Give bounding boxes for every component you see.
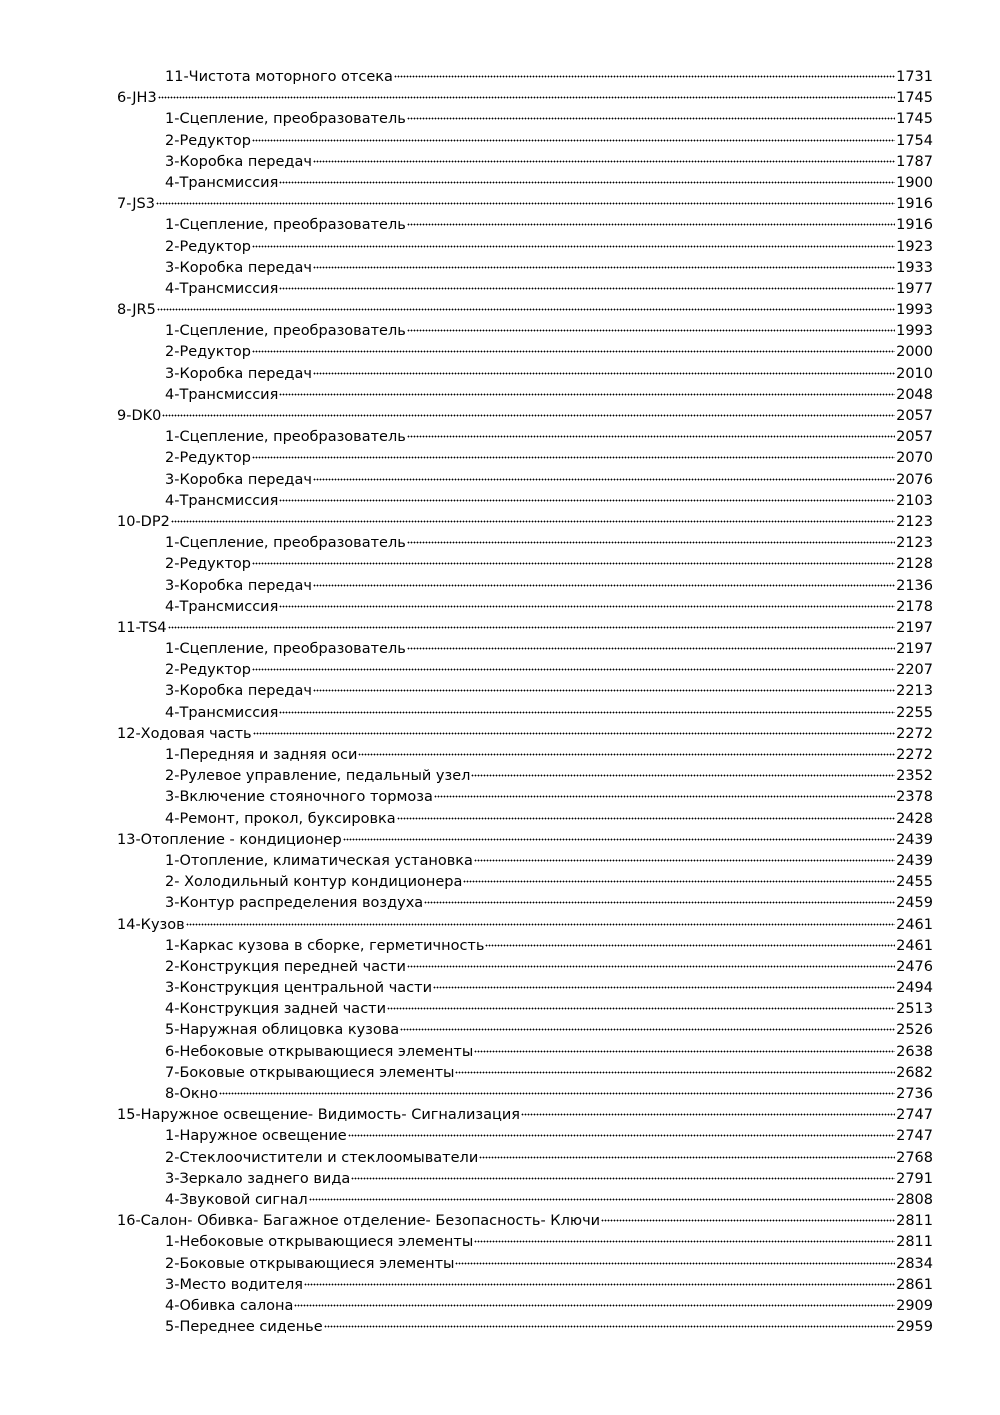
toc-page-number: 1900 [896, 174, 933, 191]
toc-page-number: 2439 [896, 831, 933, 848]
toc-subsection-row [117, 893, 933, 914]
dot-leader [324, 1318, 895, 1328]
toc-section-row [117, 512, 933, 533]
dot-leader [397, 810, 895, 820]
toc-section-row [117, 618, 933, 639]
toc-section-row [117, 1211, 933, 1232]
toc-entry-title: 2-Редуктор [165, 450, 252, 467]
toc-entry-title: 2-Конструкция передней части [165, 958, 406, 975]
toc-subsection-row [117, 1254, 933, 1275]
toc-page-number: 2197 [896, 619, 933, 636]
toc-subsection-row [117, 660, 933, 681]
toc-page-number: 2455 [896, 874, 933, 891]
toc-subsection-row [117, 936, 933, 957]
toc-entry-title: 4-Трансмиссия [165, 280, 279, 297]
dot-leader [252, 661, 895, 671]
table-of-contents [117, 67, 933, 1338]
toc-entry-title: 3-Включение стояночного тормоза [165, 789, 433, 806]
dot-leader [313, 365, 895, 375]
toc-entry-title: 5-Наружная облицовка кузова [165, 1022, 400, 1039]
toc-subsection-row [117, 1020, 933, 1041]
toc-entry-title: 4-Обивка салона [165, 1297, 294, 1314]
toc-page-number: 1754 [896, 132, 933, 149]
dot-leader [455, 1255, 895, 1265]
toc-page-number: 2428 [896, 810, 933, 827]
toc-page-number: 2461 [896, 916, 933, 933]
toc-page-number: 2272 [896, 725, 933, 742]
toc-page-number: 1993 [896, 302, 933, 319]
dot-leader [313, 471, 895, 481]
toc-page-number: 2459 [896, 895, 933, 912]
toc-entry-title: 15-Наружное освещение- Видимость- Сигнализация [117, 1107, 521, 1124]
toc-page-number: 2213 [896, 683, 933, 700]
toc-subsection-row [117, 576, 933, 597]
dot-leader [313, 259, 895, 269]
dot-leader [407, 322, 895, 332]
toc-page-number: 2638 [896, 1043, 933, 1060]
dot-leader [252, 555, 895, 565]
toc-page-number: 2768 [896, 1149, 933, 1166]
dot-leader [313, 153, 895, 163]
toc-page-number: 2070 [896, 450, 933, 467]
toc-subsection-row [117, 258, 933, 279]
toc-subsection-row [117, 639, 933, 660]
toc-page-number: 1993 [896, 323, 933, 340]
toc-page-number: 1731 [896, 69, 933, 85]
toc-subsection-row [117, 173, 933, 194]
dot-leader [219, 1085, 895, 1095]
dot-leader [471, 767, 895, 777]
dot-leader [186, 916, 895, 926]
toc-page-number: 1933 [896, 259, 933, 276]
toc-section-row [117, 300, 933, 321]
toc-subsection-row [117, 872, 933, 893]
toc-subsection-row [117, 1084, 933, 1105]
toc-entry-title: 1-Сцепление, преобразователь [165, 111, 406, 128]
dot-leader [279, 492, 895, 502]
toc-entry-title: 1-Отопление, климатическая установка [165, 852, 473, 869]
toc-entry-title: 4-Трансмиссия [165, 598, 279, 615]
toc-entry-title: 16-Салон- Обивка- Багажное отделение- Безопасность- Ключи [117, 1213, 601, 1230]
toc-subsection-row [117, 427, 933, 448]
toc-entry-title: 1-Сцепление, преобразователь [165, 323, 406, 340]
toc-subsection-row [117, 67, 933, 88]
toc-section-row [117, 830, 933, 851]
dot-leader [433, 979, 895, 989]
dot-leader [158, 89, 895, 99]
toc-subsection-row [117, 385, 933, 406]
toc-entry-title: 6-JH3 [117, 90, 157, 107]
dot-leader [304, 1276, 895, 1286]
toc-page-number: 2076 [896, 471, 933, 488]
toc-entry-title: 7-JS3 [117, 196, 155, 213]
toc-entry-title: 2-Редуктор [165, 662, 252, 679]
dot-leader [601, 1212, 895, 1222]
toc-entry-title: 3-Коробка передач [165, 471, 312, 488]
toc-subsection-row [117, 703, 933, 724]
toc-page-number: 1745 [896, 90, 933, 107]
toc-entry-title: 1-Сцепление, преобразователь [165, 217, 406, 234]
toc-page-number: 2747 [896, 1128, 933, 1145]
toc-page-number: 2123 [896, 513, 933, 530]
toc-subsection-row [117, 1063, 933, 1084]
toc-section-row [117, 194, 933, 215]
toc-subsection-row [117, 787, 933, 808]
toc-page-number: 2378 [896, 789, 933, 806]
toc-entry-title: 13-Отопление - кондиционер [117, 831, 342, 848]
toc-subsection-row [117, 745, 933, 766]
toc-subsection-row [117, 491, 933, 512]
dot-leader [252, 132, 895, 142]
toc-entry-title: 4-Трансмиссия [165, 704, 279, 721]
toc-page-number: 2808 [896, 1191, 933, 1208]
dot-leader [279, 386, 895, 396]
toc-entry-title: 4-Трансмиссия [165, 492, 279, 509]
toc-page-number: 1923 [896, 238, 933, 255]
toc-section-row [117, 88, 933, 109]
toc-page-number: 2861 [896, 1276, 933, 1293]
toc-section-row [117, 1105, 933, 1126]
toc-entry-title: 1-Наружное освещение [165, 1128, 347, 1145]
dot-leader [252, 449, 895, 459]
dot-leader [474, 1233, 895, 1243]
dot-leader [252, 238, 895, 248]
dot-leader [279, 280, 895, 290]
toc-entry-title: 3-Коробка передач [165, 153, 312, 170]
dot-leader [171, 513, 895, 523]
dot-leader [474, 1043, 895, 1053]
toc-subsection-row [117, 1296, 933, 1317]
toc-page-number: 2103 [896, 492, 933, 509]
toc-section-row [117, 915, 933, 936]
toc-page-number: 2811 [896, 1213, 933, 1230]
toc-entry-title: 3-Коробка передач [165, 577, 312, 594]
dot-leader [474, 852, 895, 862]
toc-entry-title: 3-Конструкция центральной части [165, 980, 432, 997]
dot-leader [434, 788, 895, 798]
toc-subsection-row [117, 131, 933, 152]
toc-entry-title: 1-Сцепление, преобразователь [165, 535, 406, 552]
toc-entry-title: 9-DK0 [117, 408, 162, 424]
dot-leader [253, 725, 896, 735]
dot-leader [463, 873, 895, 883]
toc-entry-title: 3-Контур распределения воздуха [165, 895, 424, 912]
toc-page-number: 2811 [896, 1234, 933, 1251]
toc-subsection-row [117, 1148, 933, 1169]
dot-leader [521, 1106, 895, 1116]
toc-entry-title: 1-Сцепление, преобразователь [165, 429, 406, 446]
dot-leader [309, 1191, 895, 1201]
toc-page-number: 2123 [896, 535, 933, 552]
toc-page-number: 2136 [896, 577, 933, 594]
toc-page-number: 2057 [896, 429, 933, 446]
toc-subsection-row [117, 448, 933, 469]
toc-subsection-row [117, 1275, 933, 1296]
dot-leader [358, 746, 895, 756]
toc-section-row [117, 406, 933, 427]
toc-page-number: 2747 [896, 1107, 933, 1124]
toc-subsection-row [117, 851, 933, 872]
toc-subsection-row [117, 364, 933, 385]
toc-entry-title: 2-Редуктор [165, 344, 252, 361]
toc-subsection-row [117, 999, 933, 1020]
toc-entry-title: 8-Окно [165, 1086, 218, 1102]
toc-subsection-row [117, 470, 933, 491]
toc-page-number: 2834 [896, 1255, 933, 1272]
toc-entry-title: 4-Трансмиссия [165, 386, 279, 403]
toc-page-number: 2178 [896, 598, 933, 615]
toc-entry-title: 3-Коробка передач [165, 259, 312, 276]
dot-leader [407, 958, 895, 968]
toc-entry-title: 2-Редуктор [165, 132, 252, 149]
dot-leader [407, 216, 895, 226]
dot-leader [351, 1170, 895, 1180]
toc-subsection-row [117, 342, 933, 363]
toc-entry-title: 1-Сцепление, преобразователь [165, 641, 406, 658]
toc-subsection-row [117, 957, 933, 978]
toc-entry-title: 2-Редуктор [165, 556, 252, 573]
toc-page-number: 2057 [896, 408, 933, 424]
toc-entry-title: 7-Боковые открывающиеся элементы [165, 1064, 455, 1081]
toc-entry-title: 3-Зеркало заднего вида [165, 1170, 351, 1187]
toc-page-number: 2682 [896, 1064, 933, 1081]
dot-leader [407, 640, 895, 650]
toc-page-number: 2207 [896, 662, 933, 679]
dot-leader [313, 682, 895, 692]
toc-section-row [117, 724, 933, 745]
dot-leader [407, 110, 895, 120]
toc-entry-title: 8-JR5 [117, 302, 156, 319]
toc-entry-title: 3-Коробка передач [165, 365, 312, 382]
toc-page-number: 1745 [896, 111, 933, 128]
toc-subsection-row [117, 554, 933, 575]
toc-entry-title: 1-Каркас кузова в сборке, герметичность [165, 937, 485, 954]
dot-leader [479, 1149, 895, 1159]
toc-subsection-row [117, 1042, 933, 1063]
toc-page-number: 2909 [896, 1297, 933, 1314]
dot-leader [348, 1127, 895, 1137]
toc-page-number: 2476 [896, 958, 933, 975]
dot-leader [156, 195, 895, 205]
toc-entry-title: 2-Стеклоочистители и стеклоомыватели [165, 1149, 479, 1166]
dot-leader [400, 1021, 895, 1031]
toc-subsection-row [117, 978, 933, 999]
toc-entry-title: 6-Небоковые открывающиеся элементы [165, 1043, 474, 1060]
toc-page-number: 1977 [896, 280, 933, 297]
toc-entry-title: 3-Коробка передач [165, 683, 312, 700]
toc-entry-title: 5-Переднее сиденье [165, 1319, 323, 1336]
dot-leader [279, 174, 895, 184]
toc-subsection-row [117, 1232, 933, 1253]
toc-entry-title: 4-Трансмиссия [165, 174, 279, 191]
toc-page-number: 2791 [896, 1170, 933, 1187]
toc-page-number: 2255 [896, 704, 933, 721]
toc-entry-title: 2-Редуктор [165, 238, 252, 255]
dot-leader [168, 619, 895, 629]
toc-entry-title: 12-Ходовая часть [117, 725, 252, 742]
dot-leader [424, 894, 895, 904]
toc-entry-title: 2-Рулевое управление, педальный узел [165, 768, 471, 785]
toc-page-number: 1787 [896, 153, 933, 170]
toc-entry-title: 4-Ремонт, прокол, буксировка [165, 810, 396, 827]
dot-leader [313, 577, 895, 587]
toc-entry-title: 3-Место водителя [165, 1276, 304, 1293]
toc-subsection-row [117, 1317, 933, 1338]
dot-leader [407, 428, 895, 438]
toc-subsection-row [117, 766, 933, 787]
dot-leader [485, 937, 895, 947]
toc-subsection-row [117, 681, 933, 702]
toc-subsection-row [117, 109, 933, 130]
toc-page-number: 2352 [896, 768, 933, 785]
dot-leader [387, 1000, 895, 1010]
toc-page-number: 2272 [896, 747, 933, 763]
toc-page-number: 2513 [896, 1001, 933, 1018]
toc-page-number: 2526 [896, 1022, 933, 1039]
toc-subsection-row [117, 533, 933, 554]
toc-page-number: 2494 [896, 980, 933, 997]
toc-subsection-row [117, 1126, 933, 1147]
toc-page-number: 2736 [896, 1086, 933, 1102]
toc-page-number: 2000 [896, 344, 933, 361]
dot-leader [279, 704, 895, 714]
toc-page-number: 2439 [896, 852, 933, 869]
dot-leader [407, 534, 895, 544]
toc-subsection-row [117, 237, 933, 258]
dot-leader [455, 1064, 895, 1074]
toc-subsection-row [117, 321, 933, 342]
dot-leader [162, 407, 895, 417]
toc-entry-title: 4-Конструкция задней части [165, 1001, 387, 1018]
toc-subsection-row [117, 597, 933, 618]
toc-entry-title: 2- Холодильный контур кондиционера [165, 874, 463, 891]
toc-page-number: 2461 [896, 937, 933, 954]
toc-page-number: 1916 [896, 196, 933, 213]
dot-leader [394, 68, 895, 78]
dot-leader [294, 1297, 895, 1307]
toc-page-number: 2010 [896, 365, 933, 382]
toc-subsection-row [117, 279, 933, 300]
toc-entry-title: 2-Боковые открывающиеся элементы [165, 1255, 455, 1272]
toc-entry-title: 1-Передняя и задняя оси [165, 747, 358, 763]
dot-leader [279, 598, 895, 608]
toc-entry-title: 14-Кузов [117, 916, 185, 933]
toc-entry-title: 4-Звуковой сигнал [165, 1191, 308, 1208]
toc-subsection-row [117, 809, 933, 830]
toc-entry-title: 11-Чистота моторного отсека [165, 69, 393, 85]
toc-subsection-row [117, 215, 933, 236]
toc-page-number: 2959 [896, 1319, 933, 1336]
toc-page-number: 2197 [896, 641, 933, 658]
dot-leader [157, 301, 895, 311]
toc-entry-title: 11-TS4 [117, 619, 167, 636]
toc-page-number: 1916 [896, 217, 933, 234]
dot-leader [252, 343, 895, 353]
toc-subsection-row [117, 1190, 933, 1211]
toc-page-number: 2048 [896, 386, 933, 403]
toc-entry-title: 10-DP2 [117, 513, 170, 530]
dot-leader [343, 831, 895, 841]
toc-subsection-row [117, 1169, 933, 1190]
toc-page-number: 2128 [896, 556, 933, 573]
toc-entry-title: 1-Небоковые открывающиеся элементы [165, 1234, 474, 1251]
toc-subsection-row [117, 152, 933, 173]
